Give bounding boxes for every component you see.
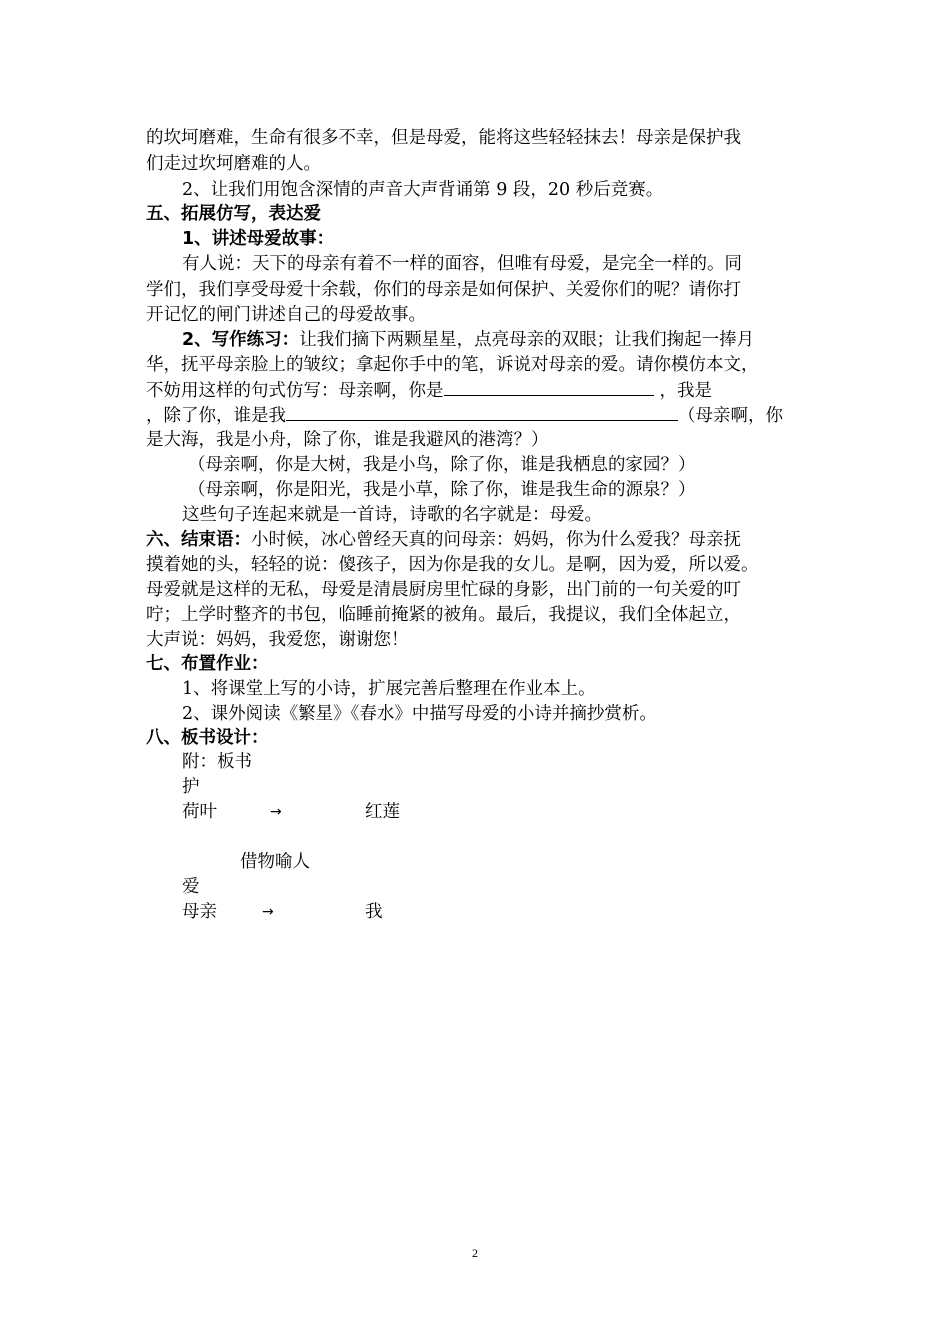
item-story-heading: 1、讲述母爱故事： <box>182 229 335 249</box>
paragraph-line: 开记忆的闸门讲述自己的母爱故事。 <box>146 305 426 325</box>
paragraph-line: 有人说：天下的母亲有着不一样的面容，但唯有母爱，是完全一样的。同 <box>182 254 742 274</box>
writing-practice-label: 2、写作练习： <box>182 330 300 350</box>
paragraph-line: 大声说：妈妈，我爱您，谢谢您！ <box>146 630 409 650</box>
page-number: 2 <box>472 1246 478 1260</box>
section-8-heading: 八、板书设计： <box>146 728 269 748</box>
section-7-heading: 七、布置作业： <box>146 654 269 674</box>
section-5-heading: 五、拓展仿写，表达爱 <box>146 204 321 224</box>
writing-practice-line: 2、写作练习：让我们摘下两颗星星，点亮母亲的双眼；让我们掬起一捧月 <box>182 330 755 350</box>
homework-item: 1、将课堂上写的小诗，扩展完善后整理在作业本上。 <box>182 679 596 699</box>
example-sentence: （母亲啊，你是阳光，我是小草，除了你，谁是我生命的源泉？） <box>188 480 696 500</box>
board-text: 红莲 <box>365 802 400 822</box>
paragraph-line: ，除了你，谁是我 （母亲啊，你 <box>146 402 806 428</box>
board-caption: 附：板书 <box>182 752 252 772</box>
board-text: 护 <box>182 777 200 797</box>
board-text: 借物喻人 <box>240 852 310 872</box>
paragraph-line: 咛；上学时整齐的书包，临睡前掩紧的被角。最后，我提议，我们全体起立， <box>146 605 741 625</box>
homework-item: 2、课外阅读《繁星》《春水》中描写母爱的小诗并摘抄赏析。 <box>182 704 657 724</box>
right-arrow-icon: → <box>262 904 274 920</box>
paragraph-line: 摸着她的头，轻轻的说：傻孩子，因为你是我的女儿。是啊，因为爱，所以爱。 <box>146 555 759 575</box>
paragraph-line: 六、结束语：小时候，冰心曾经天真的问母亲：妈妈，你为什么爱我？母亲抚 <box>146 530 741 550</box>
poem-name-line: 这些句子连起来就是一首诗，诗歌的名字就是：母爱。 <box>182 505 602 525</box>
recite-instruction: 2、让我们用饱含深情的声音大声背诵第 9 段，20 秒后竞赛。 <box>182 180 664 200</box>
board-text: 荷叶 <box>182 802 217 822</box>
fill-blank <box>444 377 654 396</box>
example-sentence: （母亲啊，你是大树，我是小鸟，除了你，谁是我栖息的家园？） <box>188 455 696 475</box>
board-text: 母亲 <box>182 902 217 922</box>
paragraph-line: 的坎坷磨难，生命有很多不幸，但是母爱，能将这些轻轻抹去！母亲是保护我 <box>146 128 741 148</box>
paragraph-line: 华，抚平母亲脸上的皱纹；拿起你手中的笔，诉说对母亲的爱。请你模仿本文， <box>146 355 759 375</box>
paragraph-line: 不妨用这样的句式仿写：母亲啊，你是 ，我是 <box>146 377 806 403</box>
paragraph-line: 母爱就是这样的无私，母爱是清晨厨房里忙碌的身影，出门前的一句关爱的叮 <box>146 580 741 600</box>
paragraph-line: 们走过坎坷磨难的人。 <box>146 154 321 174</box>
paragraph-line: 学们，我们享受母爱十余载，你们的母亲是如何保护、关爱你们的呢？请你打 <box>146 280 741 300</box>
paragraph-line: 是大海，我是小舟，除了你，谁是我避风的港湾？） <box>146 430 549 450</box>
board-text: 爱 <box>182 877 200 897</box>
fill-blank <box>286 402 678 421</box>
right-arrow-icon: → <box>270 804 282 820</box>
section-6-heading: 六、结束语： <box>146 530 251 550</box>
board-text: 我 <box>365 902 383 922</box>
